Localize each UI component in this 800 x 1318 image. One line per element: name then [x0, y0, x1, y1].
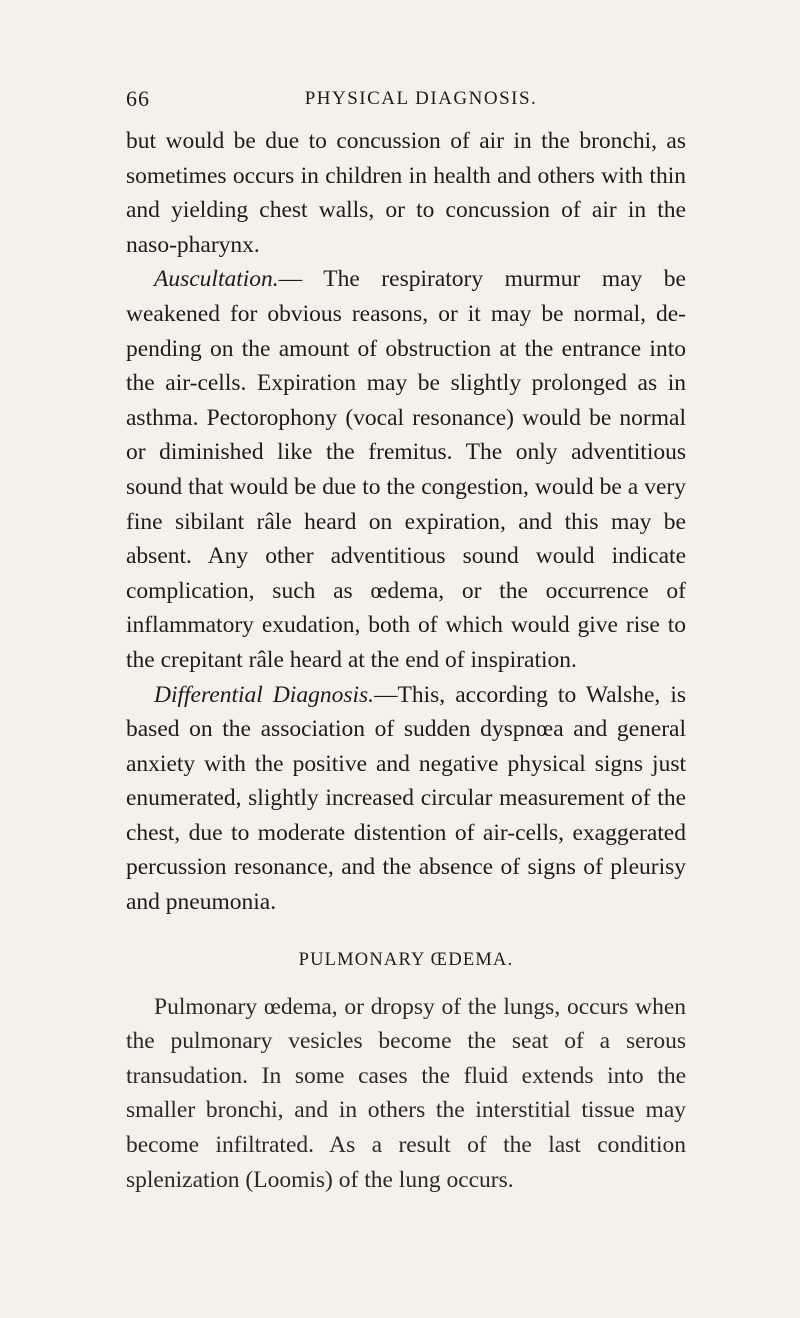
differential-heading: Differential Diagnosis. — [154, 681, 375, 708]
paragraph-continuation: but would be due to concussion of air in the bronchi, as sometimes occurs in children in health and others with thin and yielding chest walls, or to concussion of air in the naso-pharynx. — [126, 128, 686, 258]
running-title: PHYSICAL DIAGNOSIS. — [304, 88, 538, 109]
paragraph-pulmonary-oedema: Pulmonary œdema, or dropsy of the lungs, occurs when the pulmonary vesicles become the seat of a serous transudation. In some cases the fluid extends into the smaller bronchi, and in others the interstitial tissue may become infiltrated. As a result of the last condition splenization (Loomis) of the lung occurs. — [126, 993, 686, 1193]
paragraph-auscultation — [126, 262, 686, 677]
page-number: 66 — [126, 86, 150, 111]
body-text — [126, 124, 686, 1197]
auscultation-text: — The respiratory murmur may be weakened for obvious reasons, or it may be normal, depending on the amount of obstruction at the entrance into the air-cells. Expiration may be slightly prolonged as in asthma. Pectorophony (vocal resonance) would be normal or diminished like the fremitus. The only adventitious sound that would be due to the congestion, would be a very fine sibilant râle heard on expiration, and this may be absent. Any other adventitious sound would indicate complication, such as œdema, or the occurrence of inflammatory exudation, both of which would give rise to the crepitant râle heard at the end of inspiration. — [126, 266, 686, 673]
paragraph-differential-diagnosis — [126, 678, 686, 920]
auscultation-heading: Auscultation. — [154, 266, 279, 293]
section-heading-pulmonary-oedema: PULMONARY ŒDEMA. — [298, 949, 514, 970]
differential-text: —This, according to Walshe, is based on the association of sudden dyspnœa and general anxiety with the positive and negative physical signs just enumerated, slightly increased circular measurement of the chest, due to moderate distention of air-cells, exaggerated percussion resonance, and the absence of signs of pleurisy and pneumonia. — [126, 681, 686, 916]
running-header — [126, 86, 686, 116]
